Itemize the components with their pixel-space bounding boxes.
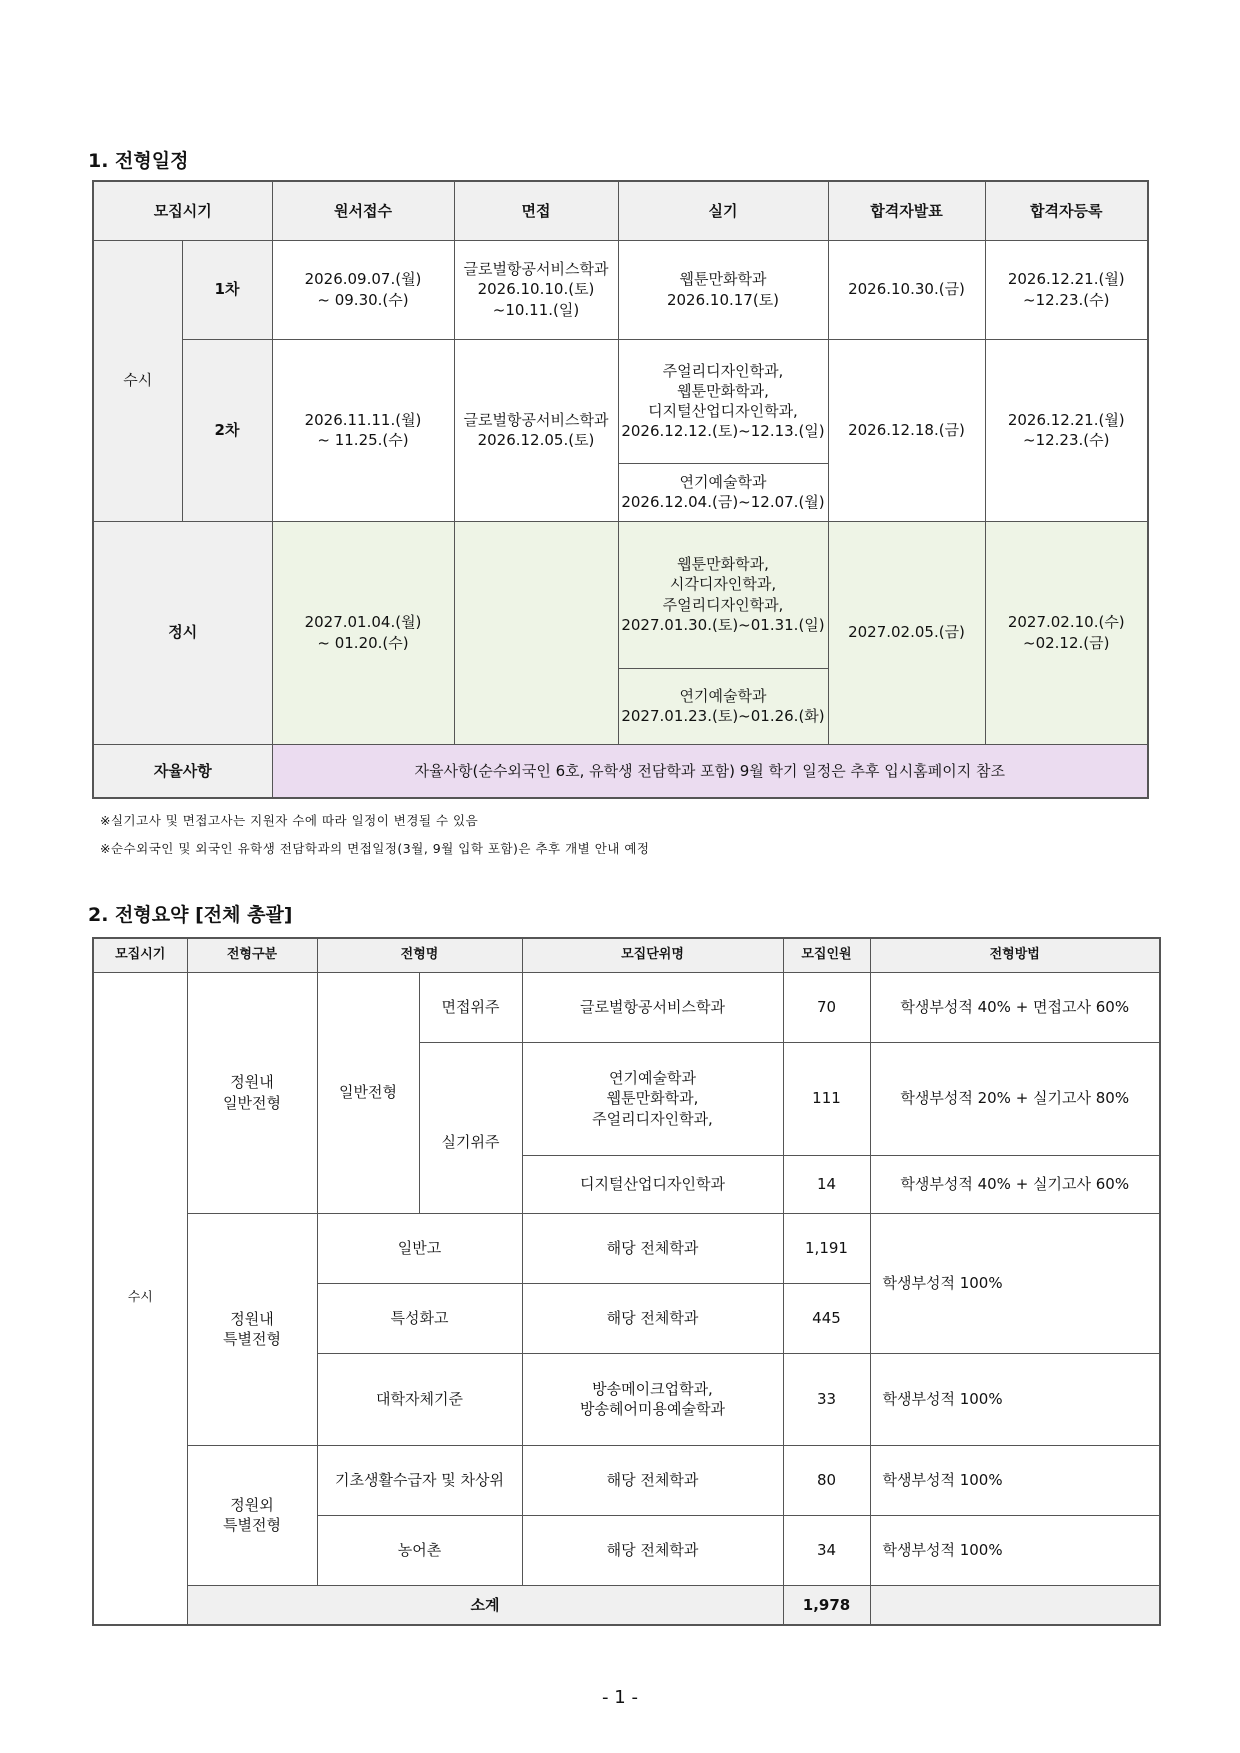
row5-unit: 해당 전체학과 [522, 1283, 783, 1353]
round2-interview: 글로벌항공서비스학과 2026.12.05.(토) [454, 339, 618, 521]
row5-count: 445 [783, 1283, 870, 1353]
row2-unit: 연기예술학과 웹툰만화학과, 주얼리디자인학과, [522, 1042, 783, 1155]
schedule-table [92, 180, 1149, 799]
table-row [93, 972, 1160, 1042]
row3-unit: 디지털산업디자인학과 [522, 1155, 783, 1213]
row1-count: 70 [783, 972, 870, 1042]
round1-interview: 글로벌항공서비스학과 2026.10.10.(토) ~10.11.(일) [454, 240, 618, 339]
row4-name: 일반고 [317, 1213, 522, 1283]
summary-header-row [93, 938, 1160, 972]
row3-method: 학생부성적 40% + 실기고사 60% [870, 1155, 1160, 1213]
round2-row [93, 339, 1148, 463]
round2-announcement: 2026.12.18.(금) [828, 339, 985, 521]
group1-name: 일반전형 [317, 972, 419, 1213]
section2-title: 2. 전형요약 [전체 총괄] [88, 904, 293, 926]
row4-count: 1,191 [783, 1213, 870, 1283]
row6-unit: 방송메이크업학과, 방송헤어미용예술학과 [522, 1353, 783, 1445]
jeongsi-label: 정시 [93, 521, 272, 744]
interview-focus-label: 면접위주 [419, 972, 522, 1042]
susi-label: 수시 [93, 240, 182, 521]
row3-count: 14 [783, 1155, 870, 1213]
row4-unit: 해당 전체학과 [522, 1213, 783, 1283]
round1-application: 2026.09.07.(월) ~ 09.30.(수) [272, 240, 454, 339]
row8-unit: 해당 전체학과 [522, 1515, 783, 1585]
row7-method: 학생부성적 100% [870, 1445, 1160, 1515]
section1-title: 1. 전형일정 [88, 150, 189, 172]
summary-header-name: 전형명 [317, 938, 522, 972]
summary-header-unit: 모집단위명 [522, 938, 783, 972]
row5-name: 특성화고 [317, 1283, 522, 1353]
round2-practical-a: 주얼리디자인학과, 웹툰만화학과, 디지털산업디자인학과, 2026.12.12.(토)~12.13.(일) [618, 339, 828, 463]
jeongsi-practical-b: 연기예술학과 2027.01.23.(토)~01.26.(화) [618, 668, 828, 744]
subtotal-count: 1,978 [783, 1585, 870, 1625]
round2-registration: 2026.12.21.(월) ~12.23.(수) [985, 339, 1148, 521]
autonomous-row [93, 744, 1148, 798]
row2-method: 학생부성적 20% + 실기고사 80% [870, 1042, 1160, 1155]
schedule-header-row [93, 181, 1148, 240]
header-application: 원서접수 [272, 181, 454, 240]
round1-announcement: 2026.10.30.(금) [828, 240, 985, 339]
row7-unit: 해당 전체학과 [522, 1445, 783, 1515]
row8-method: 학생부성적 100% [870, 1515, 1160, 1585]
row45-method: 학생부성적 100% [870, 1213, 1160, 1353]
page-number: - 1 - [602, 1687, 638, 1708]
row2-count: 111 [783, 1042, 870, 1155]
header-practical: 실기 [618, 181, 828, 240]
subtotal-label: 소계 [187, 1585, 783, 1625]
row7-name: 기초생활수급자 및 차상위 [317, 1445, 522, 1515]
jeongsi-announcement: 2027.02.05.(금) [828, 521, 985, 744]
round1-label: 1차 [182, 240, 272, 339]
summary-susi-label: 수시 [93, 972, 187, 1625]
group3-label: 정원외 특별전형 [187, 1445, 317, 1585]
row7-count: 80 [783, 1445, 870, 1515]
jeongsi-registration: 2027.02.10.(수) ~02.12.(금) [985, 521, 1148, 744]
header-interview: 면접 [454, 181, 618, 240]
round2-label: 2차 [182, 339, 272, 521]
jeongsi-practical-a: 웹툰만화학과, 시각디자인학과, 주얼리디자인학과, 2027.01.30.(토)~01.31.(일) [618, 521, 828, 668]
summary-header-method: 전형방법 [870, 938, 1160, 972]
round2-practical-b: 연기예술학과 2026.12.04.(금)~12.07.(월) [618, 463, 828, 521]
table-row [93, 1213, 1160, 1283]
header-recruit-period: 모집시기 [93, 181, 272, 240]
subtotal-row [93, 1585, 1160, 1625]
summary-table [92, 937, 1161, 1626]
jeongsi-application: 2027.01.04.(월) ~ 01.20.(수) [272, 521, 454, 744]
table-row [93, 1445, 1160, 1515]
round2-application: 2026.11.11.(월) ~ 11.25.(수) [272, 339, 454, 521]
group1-label: 정원내 일반전형 [187, 972, 317, 1213]
row6-count: 33 [783, 1353, 870, 1445]
row6-method: 학생부성적 100% [870, 1353, 1160, 1445]
jeongsi-interview [454, 521, 618, 744]
row8-name: 농어촌 [317, 1515, 522, 1585]
summary-header-category: 전형구분 [187, 938, 317, 972]
row1-unit: 글로벌항공서비스학과 [522, 972, 783, 1042]
round1-registration: 2026.12.21.(월) ~12.23.(수) [985, 240, 1148, 339]
practical-focus-label: 실기위주 [419, 1042, 522, 1213]
schedule-note-1: ※실기고사 및 면접고사는 지원자 수에 따라 일정이 변경될 수 있음 [100, 813, 479, 828]
round1-practical: 웹툰만화학과 2026.10.17(토) [618, 240, 828, 339]
row6-name: 대학자체기준 [317, 1353, 522, 1445]
round1-row [93, 240, 1148, 339]
group2-label: 정원내 특별전형 [187, 1213, 317, 1445]
autonomous-text: 자율사항(순수외국인 6호, 유학생 전담학과 포함) 9월 학기 일정은 추후 입시홈페이지 참조 [272, 744, 1148, 798]
jeongsi-row [93, 521, 1148, 668]
header-announcement: 합격자발표 [828, 181, 985, 240]
row8-count: 34 [783, 1515, 870, 1585]
header-registration: 합격자등록 [985, 181, 1148, 240]
autonomous-label: 자율사항 [93, 744, 272, 798]
subtotal-method-empty [870, 1585, 1160, 1625]
summary-header-count: 모집인원 [783, 938, 870, 972]
schedule-note-2: ※순수외국인 및 외국인 유학생 전담학과의 면접일정(3월, 9월 입학 포함)은 추후 개별 안내 예정 [100, 841, 650, 856]
row1-method: 학생부성적 40% + 면접고사 60% [870, 972, 1160, 1042]
summary-header-period: 모집시기 [93, 938, 187, 972]
